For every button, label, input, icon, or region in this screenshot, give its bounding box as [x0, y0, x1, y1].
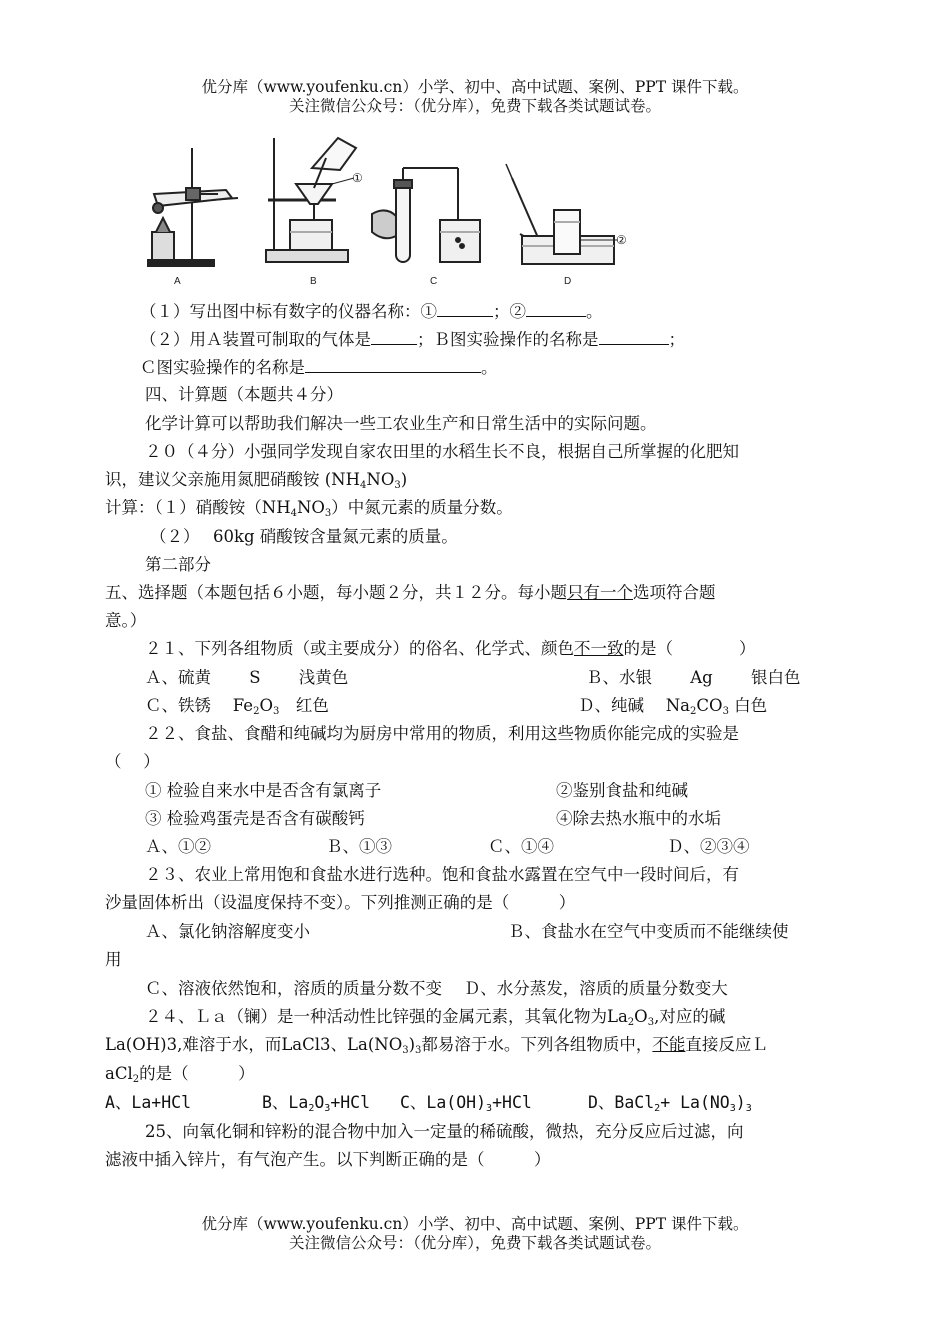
calc-item-2: （２） 60kg 硝酸铵含量氮元素的质量。: [150, 527, 458, 546]
figure-label-b: B: [310, 276, 317, 287]
section5-title-cont: 意。）: [105, 611, 147, 630]
q24-option-c[interactable]: C、$La(OH)_3+HCl$: [400, 1093, 532, 1114]
figure-label-a: A: [174, 276, 181, 287]
section4-title: 四、计算题（本题共４分）: [145, 385, 343, 404]
apparatus-c: [372, 168, 480, 262]
q22-option-c[interactable]: Ｃ、①④: [488, 837, 554, 856]
section4-intro: 化学计算可以帮助我们解决一些工农业生产和日常生活中的实际问题。: [145, 414, 657, 433]
apparatus-figure: [140, 128, 640, 288]
part2-title: 第二部分: [145, 555, 211, 574]
figure-label-c: C: [430, 276, 438, 287]
footer-line-2: 关注微信公众号：（优分库），免费下载各类试题试卷。: [288, 1234, 661, 1252]
q24-option-d[interactable]: D、BaCl$_2$+ $La(NO_3)_3$: [588, 1093, 752, 1114]
q23-option-b-cont: 用: [105, 950, 122, 969]
apparatus-a: [148, 148, 238, 266]
q22-stem: ２２、食盐、食醋和纯碱均为厨房中常用的物质，利用这些物质你能完成的实验是: [145, 724, 739, 743]
calc-item-1: 计算：（１）硝酸铵$(NH_4NO_3)$中氮元素的质量分数。: [105, 498, 513, 519]
q22-item-4: ④除去热水瓶中的水垢: [556, 809, 721, 828]
q24-line1: ２４、Ｌａ（镧）是一种活动性比锌强的金属元素，其氧化物为$La_2O_3$,对应的碱: [145, 1007, 726, 1028]
q25-line1: 25、向氧化铜和锌粉的混合物中加入一定量的稀硫酸，微热，充分反应后过滤，向: [145, 1122, 744, 1141]
page-footer: [0, 1215, 950, 1253]
q21-stem: ２１、下列各组物质（或主要成分）的俗名、化学式、颜色不一致的是（ ）: [145, 639, 756, 658]
q22-item-2: ②鉴别食盐和纯碱: [556, 781, 688, 800]
q23-option-a[interactable]: Ａ、氯化钠溶解度变小: [145, 922, 310, 941]
apparatus-question-2: （２）用Ａ装置可制取的气体是 ；Ｂ图实验操作的名称是 ；: [140, 330, 685, 349]
q21-option-a[interactable]: Ａ、硫黄 S 浅黄色: [145, 668, 349, 687]
answer-blank[interactable]: [599, 328, 669, 345]
q21-option-c[interactable]: Ｃ、铁锈 $Fe_2O_3$ 红色: [145, 696, 329, 717]
q23-option-b[interactable]: Ｂ、食盐水在空气中变质而不能继续使: [508, 922, 789, 941]
figure-marker-1: ①: [352, 171, 363, 185]
q20-line1: ２０（４分）小强同学发现自家农田里的水稻生长不良，根据自己所掌握的化肥知: [145, 442, 739, 461]
q25-line2: 滤液中插入锌片，有气泡产生。以下判断正确的是（ ）: [105, 1150, 551, 1169]
q20-line2: 识，建议父亲施用氮肥硝酸铵 $(NH_4NO_3)$: [105, 470, 408, 491]
q21-option-b[interactable]: Ｂ、水银 Ag 银白色: [586, 668, 801, 687]
q24-option-a[interactable]: A、La+HCl: [105, 1093, 192, 1112]
header-line-1: 优分库（www.youfenku.cn）小学、初中、高中试题、案例、PPT 课件下载。: [201, 78, 749, 96]
q24-line2: La(OH)3,难溶于水，而LaCl3、$La(NO_3)_3$都易溶于水。下列各组物质中，不能直接反应Ｌ: [105, 1035, 768, 1056]
q23-stem: ２３、农业上常用饱和食盐水进行选种。饱和食盐水露置在空气中一段时间后，有: [145, 865, 739, 884]
answer-blank[interactable]: [526, 300, 586, 317]
q22-stem-cont: （ ）: [105, 752, 160, 771]
figure-marker-2: ②: [616, 233, 627, 247]
q21-option-d[interactable]: Ｄ、纯碱 $Na_2CO_3$ 白色: [578, 696, 768, 717]
q22-item-3: ③ 检验鸡蛋壳是否含有碳酸钙: [145, 809, 365, 828]
section5-title: 五、选择题（本题包括６小题，每小题２分，共１２分。每小题只有一个选项符合题: [105, 583, 716, 602]
q23-option-cd[interactable]: Ｃ、溶液依然饱和，溶质的质量分数不变 Ｄ、水分蒸发，溶质的质量分数变大: [145, 979, 728, 998]
apparatus-d: [506, 164, 618, 264]
figure-label-d: D: [564, 276, 572, 287]
header-line-2: 关注微信公众号：（优分库），免费下载各类试题试卷。: [288, 97, 661, 115]
q22-option-d[interactable]: Ｄ、②③④: [667, 837, 750, 856]
page-header: [0, 78, 950, 116]
answer-blank[interactable]: [437, 300, 493, 317]
q22-option-a[interactable]: Ａ、①②: [145, 837, 211, 856]
q23-stem-cont: 沙量固体析出（设温度保持不变）。下列推测正确的是（ ）: [105, 893, 576, 912]
apparatus-question-3: Ｃ图实验操作的名称是 。: [140, 358, 498, 377]
footer-line-1: 优分库（www.youfenku.cn）小学、初中、高中试题、案例、PPT 课件下载。: [201, 1215, 749, 1233]
q22-option-b[interactable]: Ｂ、①③: [326, 837, 392, 856]
apparatus-question-1: （１）写出图中标有数字的仪器名称：① ；② 。: [140, 302, 603, 321]
answer-blank[interactable]: [305, 356, 481, 373]
apparatus-b: [266, 138, 356, 262]
q22-item-1: ① 检验自来水中是否含有氯离子: [145, 781, 382, 800]
q24-option-b[interactable]: B、$La_2O_3+HCl$: [262, 1093, 371, 1114]
q24-line3: aCl$_2$的是（ ）: [105, 1064, 255, 1085]
answer-blank[interactable]: [371, 328, 417, 345]
